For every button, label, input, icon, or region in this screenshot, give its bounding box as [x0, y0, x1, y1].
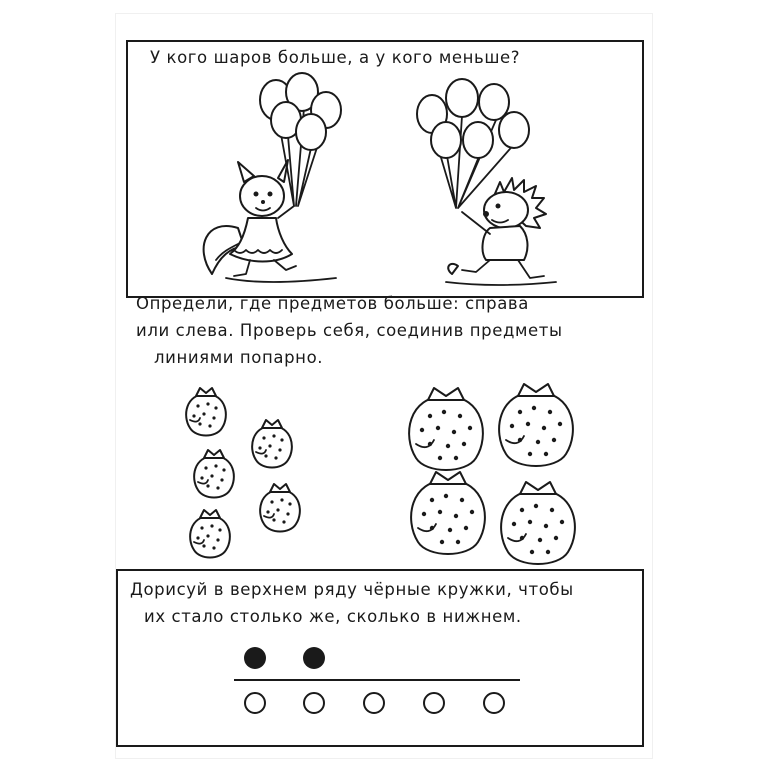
- left-strawberry-5: [190, 510, 230, 558]
- empty-circle-3: [364, 693, 384, 713]
- left-strawberry-2: [252, 420, 292, 468]
- squirrel-with-balloons-illustration: [186, 78, 356, 288]
- right-strawberry-4: [501, 482, 575, 564]
- empty-circle-1: [245, 693, 265, 713]
- empty-circle-4: [424, 693, 444, 713]
- filled-circle-1: [244, 647, 266, 669]
- left-strawberry-3: [194, 450, 234, 498]
- right-strawberry-2: [499, 384, 573, 466]
- task2-line-2: или слева. Проверь себя, соединив предметы: [136, 321, 563, 340]
- task2-line-1: Определи, где предметов больше: справа: [136, 294, 529, 313]
- task1-question: У кого шаров больше, а у кого меньше?: [150, 48, 521, 67]
- right-strawberry-1: [409, 388, 483, 470]
- filled-circle-2: [303, 647, 325, 669]
- hedgehog-with-balloons-illustration: [406, 84, 586, 289]
- circles-exercise: [226, 634, 526, 724]
- task3-line-2: их стало столько же, сколько в нижнем.: [144, 607, 522, 626]
- task3-line-1: Дорисуй в верхнем ряду чёрные кружки, чтобы: [130, 580, 574, 599]
- worksheet-page: [116, 14, 652, 758]
- left-strawberry-1: [186, 388, 226, 436]
- right-strawberry-3: [411, 472, 485, 554]
- task2-line-3: линиями попарно.: [154, 348, 324, 367]
- empty-circle-2: [304, 693, 324, 713]
- left-strawberry-4: [260, 484, 300, 532]
- left-strawberry-group: [176, 370, 326, 570]
- empty-circle-5: [484, 693, 504, 713]
- right-strawberry-group: [398, 378, 598, 578]
- task2-instructions: [136, 290, 563, 371]
- task3-instructions: [130, 576, 574, 630]
